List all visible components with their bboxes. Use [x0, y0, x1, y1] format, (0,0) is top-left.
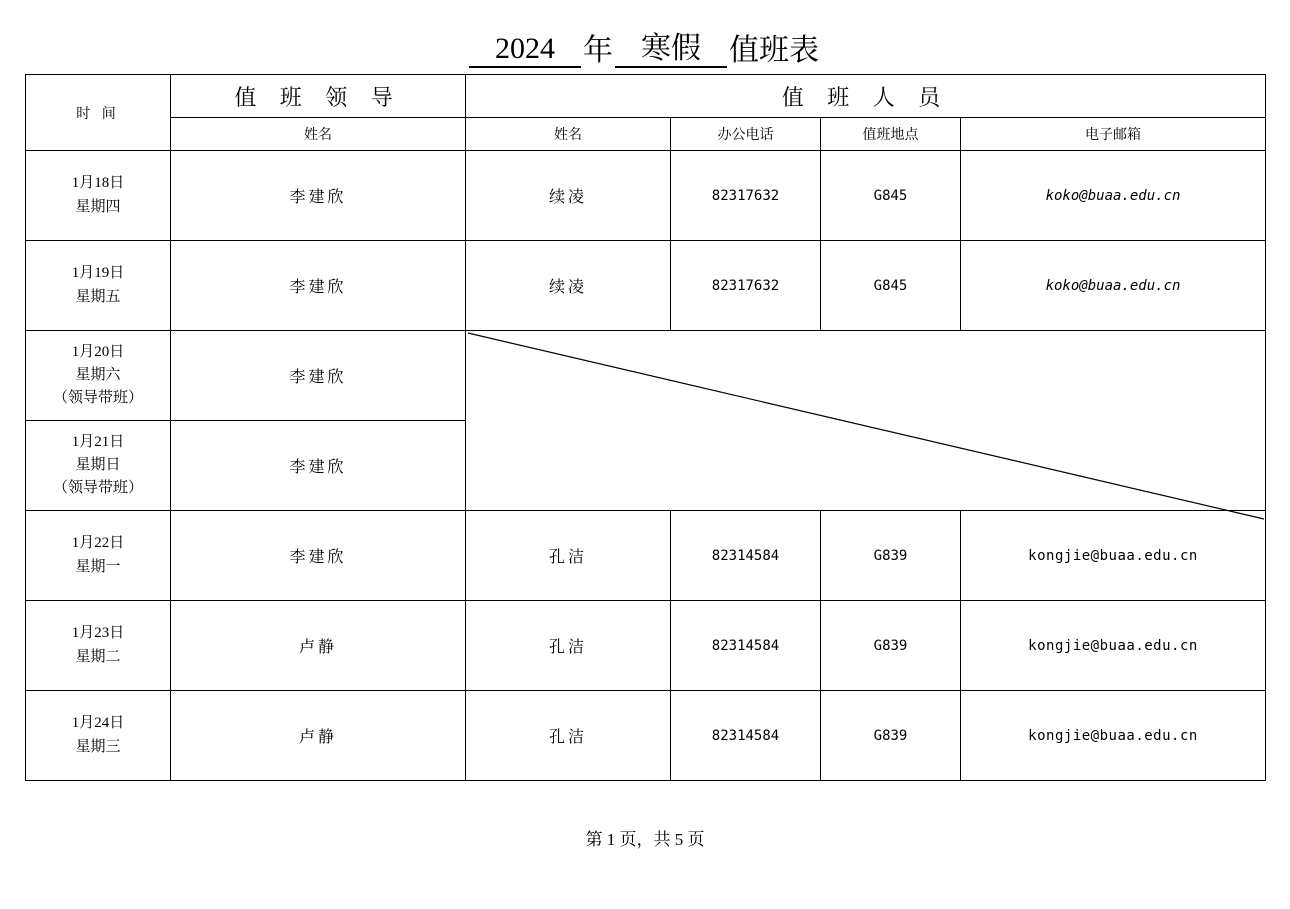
row-date: 1月19日 [71, 265, 125, 282]
row-weekday: 星期三 [75, 738, 121, 755]
staff-cell: 孔洁 [466, 511, 671, 601]
time-cell [26, 601, 171, 691]
email-cell: kongjie@buaa.edu.cn [961, 601, 1266, 691]
leader-cell: 李建欣 [171, 331, 466, 421]
table-row [26, 691, 1266, 781]
duty-table-body [26, 151, 1266, 781]
title-tail: 值班表 [729, 34, 819, 67]
row-date: 1月21日 [71, 433, 125, 450]
phone-cell: 82314584 [671, 691, 821, 781]
staff-cell: 孔洁 [466, 601, 671, 691]
row-weekday: 星期五 [75, 288, 121, 305]
place-cell: G845 [821, 151, 961, 241]
leader-cell: 李建欣 [171, 511, 466, 601]
row-weekday: 星期二 [75, 648, 121, 665]
email-cell: kongjie@buaa.edu.cn [961, 691, 1266, 781]
place-cell: G839 [821, 511, 961, 601]
table-row [26, 241, 1266, 331]
title-term: 寒假 [615, 34, 727, 68]
header-staff-group: 值 班 人 员 [466, 75, 1266, 118]
email-cell: koko@buaa.edu.cn [961, 241, 1266, 331]
page-title [0, 0, 1290, 74]
leader-cell: 卢静 [171, 601, 466, 691]
row-weekday: 星期日 [75, 456, 121, 473]
place-cell: G839 [821, 601, 961, 691]
header-email: 电子邮箱 [961, 118, 1266, 151]
time-cell [26, 511, 171, 601]
row-weekday: 星期六 [75, 366, 121, 383]
duty-table [25, 74, 1266, 781]
header-leader-name: 姓名 [171, 118, 466, 151]
header-leader-group: 值 班 领 导 [171, 75, 466, 118]
row-date: 1月23日 [71, 625, 125, 642]
page-footer: 第 1 页，共 5 页 [585, 830, 705, 849]
phone-cell: 82314584 [671, 601, 821, 691]
leader-cell: 李建欣 [171, 241, 466, 331]
duty-sheet [25, 74, 1265, 781]
time-cell [26, 331, 171, 421]
row-note: （领导带班） [52, 480, 143, 497]
row-weekday: 星期一 [75, 558, 121, 575]
header-staff-name: 姓名 [466, 118, 671, 151]
header-duty-place: 值班地点 [821, 118, 961, 151]
title-year: 2024 [469, 34, 581, 68]
table-row [26, 151, 1266, 241]
title-year-suffix: 年 [583, 34, 613, 67]
row-weekday: 星期四 [75, 198, 121, 215]
phone-cell: 82317632 [671, 151, 821, 241]
place-cell: G845 [821, 241, 961, 331]
row-date: 1月22日 [71, 535, 125, 552]
time-cell [26, 151, 171, 241]
row-note: （领导带班） [52, 390, 143, 407]
header-office-phone: 办公电话 [671, 118, 821, 151]
time-cell [26, 421, 171, 511]
blank-merged-cell [466, 331, 1266, 511]
time-cell [26, 241, 171, 331]
email-cell: koko@buaa.edu.cn [961, 151, 1266, 241]
row-date: 1月20日 [71, 343, 125, 360]
leader-cell: 李建欣 [171, 421, 466, 511]
staff-cell: 续凌 [466, 151, 671, 241]
header-time: 时 间 [26, 75, 171, 151]
staff-cell: 孔洁 [466, 691, 671, 781]
place-cell: G839 [821, 691, 961, 781]
phone-cell: 82317632 [671, 241, 821, 331]
diagonal-strike-icon [466, 331, 1266, 521]
phone-cell: 82314584 [671, 511, 821, 601]
leader-cell: 李建欣 [171, 151, 466, 241]
row-date: 1月24日 [71, 715, 125, 732]
table-row [26, 331, 1266, 421]
email-cell: kongjie@buaa.edu.cn [961, 511, 1266, 601]
table-row [26, 511, 1266, 601]
leader-cell: 卢静 [171, 691, 466, 781]
time-cell [26, 691, 171, 781]
staff-cell: 续凌 [466, 241, 671, 331]
row-date: 1月18日 [71, 175, 125, 192]
table-row [26, 601, 1266, 691]
